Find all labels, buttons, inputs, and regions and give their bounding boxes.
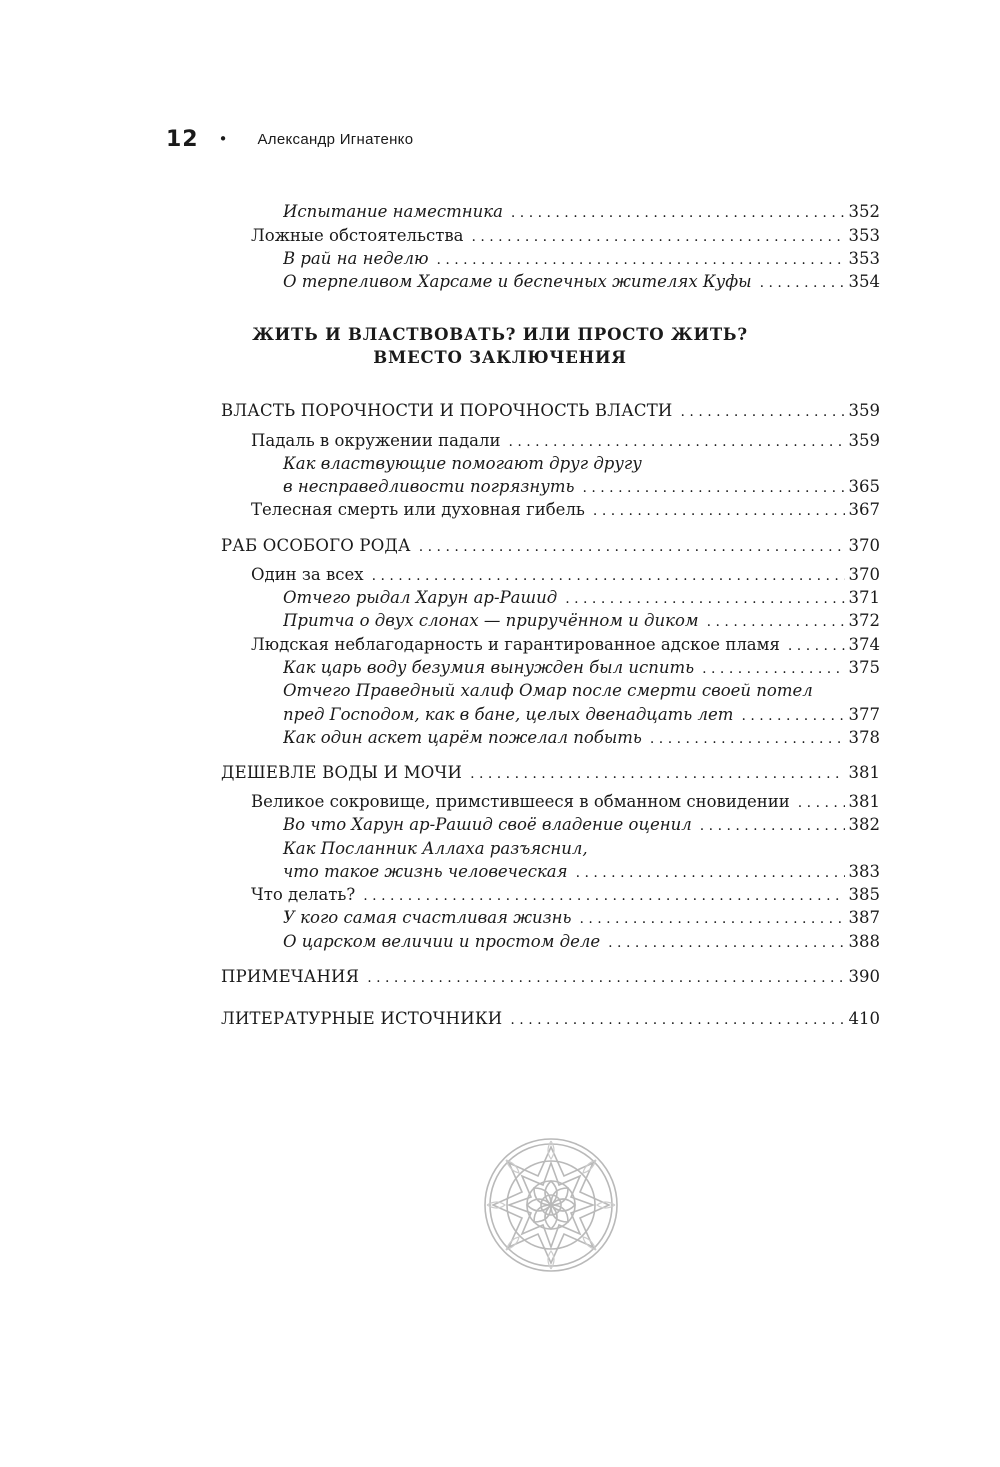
leader-dots bbox=[760, 271, 845, 294]
leader-dots bbox=[510, 1008, 844, 1031]
rosette-ornament-icon bbox=[483, 1137, 619, 1273]
toc-entry-title: Ложные обстоятельства bbox=[251, 226, 464, 245]
toc-entry[interactable] bbox=[283, 270, 880, 294]
toc-entry[interactable] bbox=[251, 883, 880, 907]
chapter-entry[interactable] bbox=[221, 761, 880, 785]
toc-entry-page: 388 bbox=[848, 932, 880, 951]
leader-dots bbox=[565, 587, 844, 610]
page-number: 12 bbox=[166, 126, 199, 152]
toc-entry[interactable] bbox=[283, 609, 880, 633]
leader-dots bbox=[367, 966, 844, 989]
toc-entry[interactable] bbox=[283, 726, 880, 750]
leader-dots bbox=[608, 931, 844, 954]
leader-dots bbox=[681, 400, 845, 423]
chapter-entry[interactable] bbox=[221, 1007, 880, 1031]
toc-entry-title: что такое жизнь человеческая bbox=[283, 862, 568, 881]
toc-entry-title: Как царь воду безумия вынужден был испить bbox=[283, 658, 695, 677]
toc-entry-title: Один за всех bbox=[251, 565, 364, 584]
toc-entry-title: Что делать? bbox=[251, 885, 356, 904]
toc-entry-page: 382 bbox=[848, 815, 880, 834]
toc-entry[interactable] bbox=[283, 930, 880, 954]
toc-entry-page: 387 bbox=[848, 908, 880, 927]
leader-dots bbox=[508, 430, 844, 453]
toc-entry-page: 381 bbox=[848, 792, 880, 811]
leader-dots bbox=[788, 634, 845, 657]
toc-entry[interactable] bbox=[251, 429, 880, 453]
chapter-title: ВЛАСТЬ ПОРОЧНОСТИ И ПОРОЧНОСТЬ ВЛАСТИ bbox=[221, 401, 673, 420]
toc-entry-title: Падаль в окружении падали bbox=[251, 431, 501, 450]
toc-entry-page: 377 bbox=[848, 705, 880, 724]
toc-entry-page: 374 bbox=[848, 635, 880, 654]
leader-dots bbox=[511, 201, 845, 224]
toc-entry-page: 353 bbox=[848, 249, 880, 268]
toc-entry[interactable] bbox=[251, 790, 880, 814]
chapter-page: 370 bbox=[848, 536, 880, 555]
leader-dots bbox=[702, 657, 844, 680]
leader-dots bbox=[579, 907, 844, 930]
toc-entry-title-line1[interactable]: Отчего Праведный халиф Омар после смерти своей потел bbox=[283, 681, 813, 700]
sources-page: 410 bbox=[848, 1009, 880, 1028]
toc-entry-page: 375 bbox=[848, 658, 880, 677]
toc-entry[interactable] bbox=[283, 656, 880, 680]
toc-entry-page: 354 bbox=[848, 272, 880, 291]
toc-entry-page: 370 bbox=[848, 565, 880, 584]
toc-entry-title: О терпеливом Харсаме и беспечных жителях Куфы bbox=[283, 272, 752, 291]
author-name: Александр Игнатенко bbox=[257, 130, 414, 148]
toc-entry[interactable] bbox=[283, 703, 880, 727]
leader-dots bbox=[741, 704, 844, 727]
toc-entry-title: Отчего рыдал Харун ар-Рашид bbox=[283, 588, 558, 607]
section-title-line2: ВМЕСТО ЗАКЛЮЧЕНИЯ bbox=[373, 348, 627, 367]
chapter-title: ДЕШЕВЛЕ ВОДЫ И МОЧИ bbox=[221, 763, 463, 782]
leader-dots bbox=[707, 610, 845, 633]
chapter-title: РАБ ОСОБОГО РОДА bbox=[221, 536, 411, 555]
toc-entry-title: О царском величии и простом деле bbox=[283, 932, 601, 951]
chapter-page: 359 bbox=[848, 401, 880, 420]
section-title-line1: ЖИТЬ И ВЛАСТВОВАТЬ? ИЛИ ПРОСТО ЖИТЬ? bbox=[252, 325, 748, 344]
toc-entry-page: 372 bbox=[848, 611, 880, 630]
toc-entry-title: В рай на неделю bbox=[283, 249, 429, 268]
chapter-entry[interactable] bbox=[221, 534, 880, 558]
toc-entry-page: 359 bbox=[848, 431, 880, 450]
toc-entry-title: Как один аскет царём пожелал побыть bbox=[283, 728, 642, 747]
header-separator: • bbox=[218, 130, 228, 148]
leader-dots bbox=[471, 225, 844, 248]
leader-dots bbox=[576, 861, 845, 884]
toc-entry-title: Людская неблагодарность и гарантированное адское пламя bbox=[251, 635, 780, 654]
leader-dots bbox=[582, 476, 844, 499]
toc-entry[interactable] bbox=[283, 586, 880, 610]
toc-entry-title: Во что Харун ар-Рашид своё владение оценил bbox=[283, 815, 692, 834]
toc-entry-title: Телесная смерть или духовная гибель bbox=[251, 500, 585, 519]
leader-dots bbox=[470, 762, 844, 785]
toc-entry-page: 371 bbox=[848, 588, 880, 607]
toc-entry-title-line1[interactable]: Как Посланник Аллаха разъяснил, bbox=[283, 839, 588, 858]
toc-entry-page: 353 bbox=[848, 226, 880, 245]
leader-dots bbox=[593, 499, 845, 522]
leader-dots bbox=[700, 814, 845, 837]
toc-entry[interactable] bbox=[251, 633, 880, 657]
leader-dots bbox=[372, 564, 845, 587]
leader-dots bbox=[798, 791, 845, 814]
leader-dots bbox=[363, 884, 844, 907]
running-head bbox=[166, 124, 413, 154]
toc-entry-page: 352 bbox=[848, 202, 880, 221]
toc-entry-page: 378 bbox=[848, 728, 880, 747]
toc-entry[interactable] bbox=[283, 860, 880, 884]
toc-entry-title-line1[interactable]: Как властвующие помогают друг другу bbox=[283, 454, 642, 473]
toc-entry-page: 383 bbox=[848, 862, 880, 881]
chapter-entry[interactable] bbox=[221, 965, 880, 989]
toc-entry-title: Великое сокровище, примстившееся в обманном сновидении bbox=[251, 792, 790, 811]
chapter-entry[interactable] bbox=[221, 399, 880, 423]
toc-entry[interactable] bbox=[283, 200, 880, 224]
toc-entry-title: У кого самая счастливая жизнь bbox=[283, 908, 572, 927]
sources-title: ЛИТЕРАТУРНЫЕ ИСТОЧНИКИ bbox=[221, 1009, 503, 1028]
leader-dots bbox=[650, 727, 845, 750]
toc-entry[interactable] bbox=[251, 563, 880, 587]
toc-entry-title: в несправедливости погрязнуть bbox=[283, 477, 575, 496]
chapter-page: 381 bbox=[848, 763, 880, 782]
toc-entry[interactable] bbox=[283, 247, 880, 271]
toc-entry-title: Испытание наместника bbox=[283, 202, 503, 221]
notes-title: ПРИМЕЧАНИЯ bbox=[221, 967, 360, 986]
toc-entry-title: пред Господом, как в бане, целых двенадцать лет bbox=[283, 705, 734, 724]
leader-dots bbox=[419, 535, 845, 558]
toc-entry[interactable] bbox=[251, 224, 880, 248]
leader-dots bbox=[436, 248, 844, 271]
toc-entry-page: 367 bbox=[848, 500, 880, 519]
toc-entry[interactable] bbox=[283, 813, 880, 837]
toc-entry[interactable] bbox=[251, 498, 880, 522]
toc-entry-page: 385 bbox=[848, 885, 880, 904]
notes-page: 390 bbox=[848, 967, 880, 986]
toc-entry-title: Притча о двух слонах — приручённом и диком bbox=[283, 611, 699, 630]
toc-entry[interactable] bbox=[283, 906, 880, 930]
toc-entry[interactable] bbox=[283, 475, 880, 499]
toc-entry-page: 365 bbox=[848, 477, 880, 496]
